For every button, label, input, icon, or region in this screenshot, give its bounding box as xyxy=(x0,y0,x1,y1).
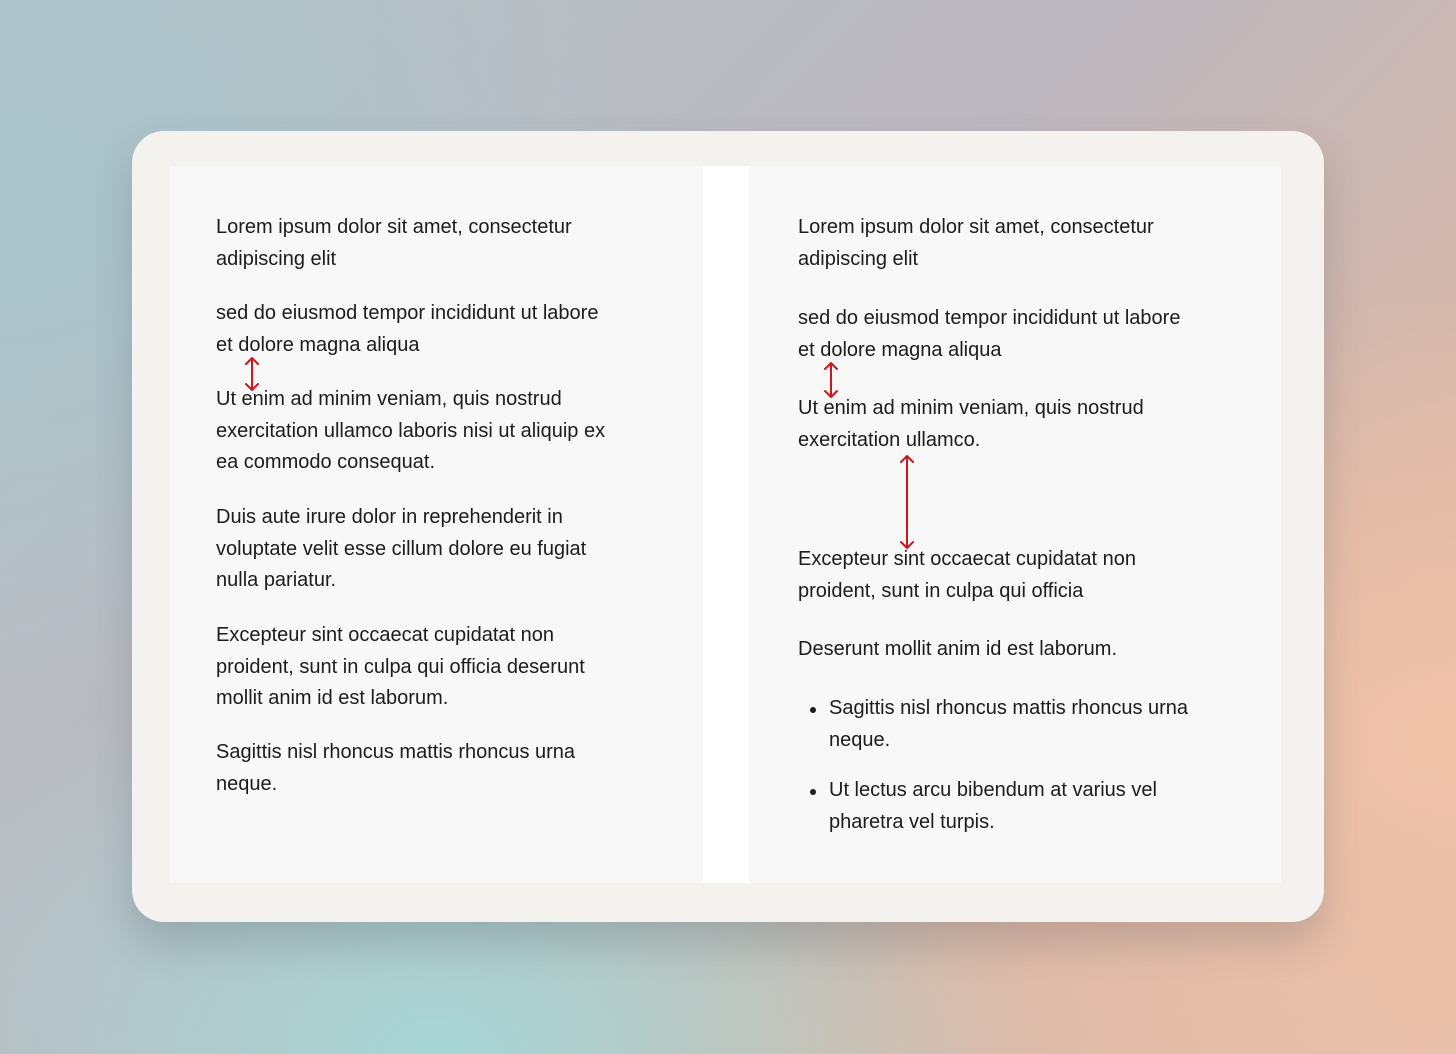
paragraph-line: Excepteur sint occaecat cupidatat non xyxy=(798,548,1136,570)
list-item-line: neque. xyxy=(829,728,891,751)
paragraph-line: Lorem ipsum dolor sit amet, consectetur xyxy=(216,216,572,238)
left-paragraph-4 xyxy=(216,502,586,597)
paragraph-line: adipiscing elit xyxy=(216,247,337,270)
list-item-line: Ut lectus arcu bibendum at varius vel xyxy=(829,779,1157,801)
left-paragraph-2 xyxy=(216,298,598,361)
left-paragraph-5 xyxy=(216,620,585,715)
paragraph-line: Ut enim ad minim veniam, quis nostrud xyxy=(216,388,562,410)
paragraph-line: proident, sunt in culpa qui officia deserunt xyxy=(216,655,585,678)
paragraph-line: et dolore magna aliqua xyxy=(798,338,1002,361)
paragraph-line: adipiscing elit xyxy=(798,247,919,270)
paragraph-line: et dolore magna aliqua xyxy=(216,333,420,356)
spacing-arrow-icon xyxy=(823,361,839,399)
paragraph-line: Sagittis nisl rhoncus mattis rhoncus urna xyxy=(216,741,576,763)
bullet-dot-icon xyxy=(810,707,816,713)
paragraph-line: Ut enim ad minim veniam, quis nostrud xyxy=(798,397,1144,419)
paragraph-line: proident, sunt in culpa qui officia xyxy=(798,579,1084,602)
left-paragraph-6 xyxy=(216,737,575,800)
list-item-line: pharetra vel turpis. xyxy=(829,810,995,833)
paragraph-line: nulla pariatur. xyxy=(216,569,337,591)
left-paragraph-1 xyxy=(216,212,572,275)
paragraph-line: neque. xyxy=(216,772,278,795)
paragraph-line: sed do eiusmod tempor incididunt ut labore xyxy=(216,302,599,324)
paragraph-line: Deserunt mollit anim id est laborum. xyxy=(798,638,1118,660)
paragraph-line: Duis aute irure dolor in reprehenderit in xyxy=(216,506,563,528)
right-paragraph-5 xyxy=(798,634,1117,666)
list-item xyxy=(829,693,1188,756)
left-paragraph-3 xyxy=(216,384,605,479)
paragraph-line: exercitation ullamco laboris nisi ut aliquip ex xyxy=(216,419,606,442)
paragraph-line: Lorem ipsum dolor sit amet, consectetur xyxy=(798,216,1154,238)
paragraph-line: voluptate velit esse cillum dolore eu fugiat xyxy=(216,537,587,560)
bullet-dot-icon xyxy=(810,789,816,795)
paragraph-line: ea commodo consequat. xyxy=(216,451,436,473)
spacing-arrow-icon xyxy=(899,454,915,550)
paragraph-line: exercitation ullamco. xyxy=(798,428,981,451)
right-paragraph-1 xyxy=(798,212,1154,275)
spacing-arrow-icon xyxy=(244,356,260,392)
right-paragraph-4 xyxy=(798,544,1136,607)
paragraph-line: Excepteur sint occaecat cupidatat non xyxy=(216,624,554,646)
right-paragraph-3 xyxy=(798,393,1144,456)
column-divider xyxy=(703,166,749,883)
list-item xyxy=(829,775,1157,838)
paragraph-line: mollit anim id est laborum. xyxy=(216,687,449,709)
paragraph-line: sed do eiusmod tempor incididunt ut labore xyxy=(798,307,1181,329)
right-paragraph-2 xyxy=(798,303,1180,366)
list-item-line: Sagittis nisl rhoncus mattis rhoncus urna xyxy=(829,697,1189,719)
